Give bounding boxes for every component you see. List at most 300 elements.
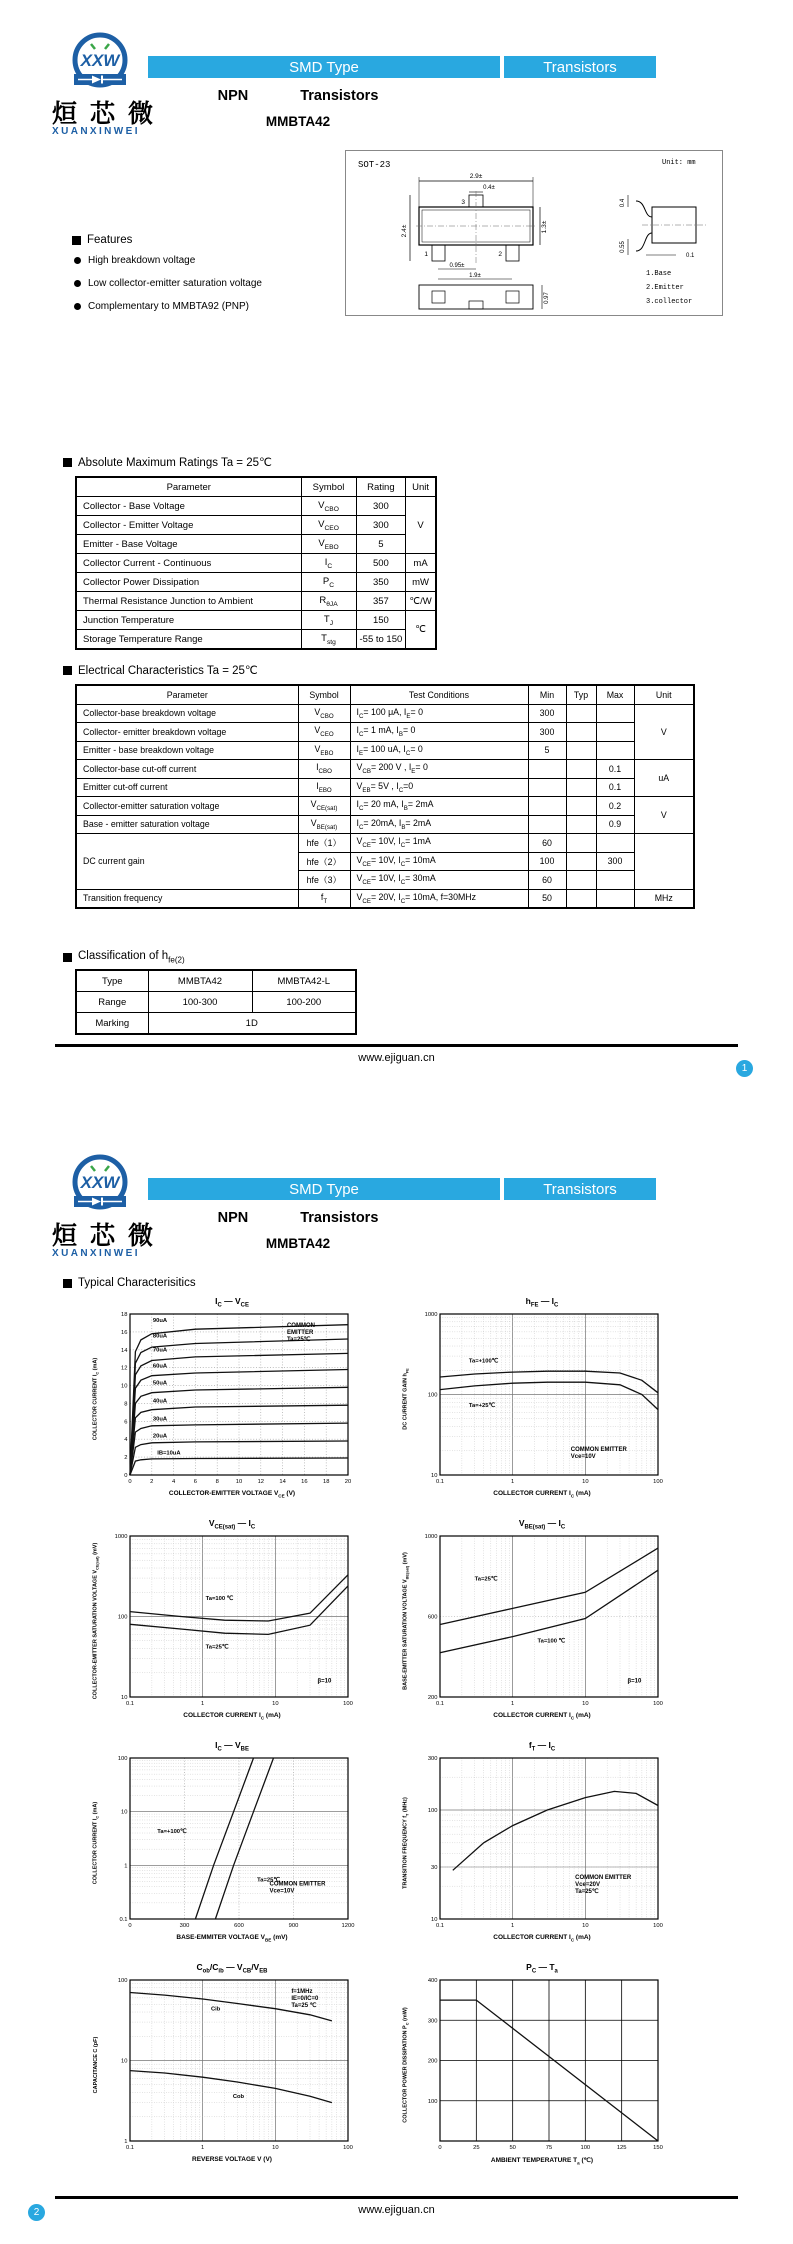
pin2-label: 2.Emitter — [646, 284, 684, 292]
part-number: MMBTA42 — [265, 114, 331, 129]
table-cell: MMBTA42-L — [252, 970, 356, 992]
pin3-label: 3.collector — [646, 298, 693, 306]
svg-text:200: 200 — [427, 1695, 438, 1701]
table-row — [76, 516, 436, 535]
svg-text:75: 75 — [545, 2145, 553, 2151]
chart-title: $P_C$ — $T_a$ — [526, 1962, 558, 1975]
table-row — [76, 760, 694, 779]
table-cell: $V_{EB}= 5V$ , $I_C=0$ — [350, 778, 528, 797]
table-row — [76, 815, 694, 834]
svg-text:100: 100 — [117, 1978, 128, 1984]
chart-title: $h_{FE}$ — $I_C$ — [525, 1296, 559, 1309]
footer-rule — [55, 1044, 738, 1047]
series-label: Cob — [232, 2094, 245, 2101]
table-cell: $V_{EBO}$ — [298, 741, 350, 760]
part-number: MMBTA42 — [265, 1236, 331, 1251]
transistors-label: Transistors — [300, 88, 379, 104]
page-number-badge: 1 — [736, 1060, 753, 1077]
abs-max-heading: Absolute Maximum Ratings Ta = 25℃ — [63, 455, 272, 469]
table-cell: 0.9 — [596, 815, 634, 834]
chart-title: $V_{BE(sat)}$ — $I_C$ — [518, 1518, 566, 1531]
table-cell: hfe（3） — [298, 871, 350, 890]
table-cell — [596, 704, 634, 723]
chart-series — [130, 1586, 348, 1635]
chart-y-axis-label: DC CURRENT GAIN $h_{FE}$ — [402, 1368, 410, 1430]
series-label: IB=10uA — [157, 1450, 181, 1457]
svg-text:2: 2 — [498, 251, 502, 258]
svg-text:100: 100 — [343, 1701, 353, 1707]
page-number-badge: 2 — [28, 2204, 45, 2221]
table-row — [76, 992, 356, 1013]
svg-text:600: 600 — [234, 1923, 244, 1929]
chart-title: $I_C$ — $V_{CE}$ — [215, 1296, 249, 1309]
square-bullet-icon — [63, 1279, 72, 1288]
transistors-banner: Transistors — [504, 1178, 656, 1200]
table-cell — [566, 834, 596, 853]
table-cell: $V_{CB}= 200$ V , $I_E= 0$ — [350, 760, 528, 779]
svg-text:1: 1 — [201, 1701, 205, 1707]
table-cell: ℃/W — [406, 592, 436, 611]
company-name-cn: 烜芯微 — [52, 100, 167, 128]
table-cell — [566, 852, 596, 871]
table-cell: hfe（2） — [298, 852, 350, 871]
table-cell — [566, 741, 596, 760]
table-cell — [596, 741, 634, 760]
table-cell: $V_{CBO}$ — [298, 704, 350, 723]
square-bullet-icon — [63, 953, 72, 962]
chart-plot — [104, 1531, 356, 1711]
typical-characteristics-heading: Typical Characterisitics — [63, 1277, 196, 1289]
svg-text:6: 6 — [124, 1419, 128, 1426]
svg-text:1: 1 — [511, 1479, 515, 1485]
square-bullet-icon — [72, 236, 81, 245]
chart-plot — [414, 1753, 666, 1933]
table-cell: $V_{CE}= 10V$, $I_C= 30mA$ — [350, 871, 528, 890]
table-cell: $I_C= 1$ mA, $I_B= 0$ — [350, 723, 528, 742]
chart-ft-ic — [398, 1740, 670, 1960]
series-label: 70uA — [152, 1347, 168, 1354]
svg-text:10: 10 — [272, 1701, 279, 1707]
chart-vcesat-ic — [88, 1518, 360, 1738]
svg-text:3: 3 — [461, 199, 465, 206]
svg-text:25: 25 — [473, 2145, 480, 2151]
chart-plot — [414, 1531, 666, 1711]
svg-text:1: 1 — [201, 2145, 205, 2151]
table-row — [76, 704, 694, 723]
series-label: Ta=25℃ — [205, 1644, 229, 1651]
table-cell: hfe（1） — [298, 834, 350, 853]
svg-text:2.4±: 2.4± — [401, 224, 408, 238]
chart-annotation: COMMON EMITTER Vce=10V — [570, 1447, 627, 1461]
column-header: Symbol — [301, 477, 356, 497]
classification-table — [75, 969, 357, 1035]
square-bullet-icon — [63, 666, 72, 675]
chart-y-axis-label: COLLECTOR CURRENT $I_C$ (mA) — [92, 1357, 100, 1441]
table-cell: 100-300 — [148, 992, 252, 1013]
column-header: Max — [596, 685, 634, 704]
company-logo — [50, 30, 150, 99]
series-label: Cib — [210, 2006, 221, 2013]
table-cell: Collector-base breakdown voltage — [76, 704, 298, 723]
svg-text:100: 100 — [117, 1614, 128, 1621]
svg-text:10: 10 — [431, 1473, 438, 1479]
chart-annotation: β=10 — [627, 1678, 642, 1685]
svg-text:900: 900 — [288, 1923, 299, 1929]
table-cell: Collector - Base Voltage — [76, 497, 301, 516]
svg-text:1.3±: 1.3± — [541, 220, 548, 234]
svg-text:1.9±: 1.9± — [469, 273, 481, 279]
table-cell: Collector- emitter breakdown voltage — [76, 723, 298, 742]
table-cell: 50 — [528, 889, 566, 908]
feature-item: Low collector-emitter saturation voltage — [74, 278, 262, 289]
table-cell — [596, 871, 634, 890]
svg-text:1000: 1000 — [114, 1534, 128, 1540]
table-cell: Collector Power Dissipation — [76, 573, 301, 592]
table-cell: MMBTA42 — [148, 970, 252, 992]
table-cell: Range — [76, 992, 148, 1013]
table-cell: Emitter - Base Voltage — [76, 535, 301, 554]
chart-series — [130, 2071, 332, 2103]
feature-item: Complementary to MMBTA92 (PNP) — [74, 301, 262, 312]
table-cell — [566, 778, 596, 797]
table-cell: $V_{BE(sat)}$ — [298, 815, 350, 834]
series-label: 40uA — [152, 1398, 168, 1405]
table-cell — [596, 723, 634, 742]
chart-series — [440, 1548, 658, 1624]
table-cell — [528, 797, 566, 816]
bullet-icon — [74, 280, 81, 287]
series-label: 80uA — [152, 1333, 168, 1340]
table-cell: Emitter - base breakdown voltage — [76, 741, 298, 760]
device-type-heading — [148, 1210, 448, 1226]
svg-text:2: 2 — [150, 1479, 154, 1485]
svg-text:10: 10 — [582, 1701, 589, 1707]
chart-plot — [414, 1975, 666, 2155]
svg-text:0.1: 0.1 — [686, 253, 695, 259]
chart-annotation: COMMON EMITTER Vce=10V — [269, 1881, 326, 1895]
table-cell: ℃ — [406, 611, 436, 650]
chart-annotation: COMMON EMITTER Vce=20V Ta=25℃ — [575, 1874, 632, 1895]
chart-annotation: COMMON EMITTER Ta=25℃ — [286, 1323, 315, 1344]
chart-plot — [104, 1753, 356, 1933]
table-cell: $V_{CEO}$ — [301, 516, 356, 535]
device-type-heading — [148, 88, 448, 104]
logo-text: XXW — [80, 1173, 120, 1192]
table-cell — [528, 778, 566, 797]
chart-series — [453, 1791, 658, 1870]
table-cell: DC current gain — [76, 834, 298, 890]
table-cell: $V_{CEO}$ — [298, 723, 350, 742]
elec-heading: Electrical Characteristics Ta = 25℃ — [63, 663, 258, 677]
svg-text:8: 8 — [215, 1479, 219, 1485]
table-row — [76, 834, 694, 853]
svg-text:100: 100 — [653, 1479, 663, 1485]
table-cell: $I_C= 20$ mA, $I_B= 2mA$ — [350, 797, 528, 816]
features-section — [72, 234, 262, 324]
chart-series — [130, 1575, 348, 1621]
table-cell: 0.1 — [596, 760, 634, 779]
table-row — [76, 630, 436, 650]
column-header: Typ — [566, 685, 596, 704]
series-label: 60uA — [152, 1363, 168, 1370]
svg-text:100: 100 — [653, 1701, 663, 1707]
table-cell: Collector Current - Continuous — [76, 554, 301, 573]
svg-text:4: 4 — [171, 1479, 176, 1485]
column-header: Rating — [356, 477, 406, 497]
table-cell: Type — [76, 970, 148, 992]
chart-x-axis-label: BASE-EMMITER VOLTAGE $V_{BE}$ (mV) — [176, 1934, 288, 1943]
svg-text:0.1: 0.1 — [435, 1479, 445, 1485]
table-cell — [528, 815, 566, 834]
table-cell: MHz — [634, 889, 694, 908]
svg-text:0.1: 0.1 — [435, 1701, 445, 1707]
svg-text:150: 150 — [653, 2145, 663, 2151]
svg-text:300: 300 — [179, 1923, 190, 1929]
chart-c-v — [88, 1962, 360, 2182]
svg-text:10: 10 — [431, 1917, 438, 1923]
npn-label: NPN — [217, 1210, 249, 1226]
svg-text:125: 125 — [616, 2145, 627, 2151]
svg-text:1: 1 — [124, 2139, 128, 2145]
svg-text:1: 1 — [511, 1923, 515, 1929]
column-header: Parameter — [76, 685, 298, 704]
table-cell: Emitter cut-off current — [76, 778, 298, 797]
table-cell: $I_E= 100$ uA, $I_C= 0$ — [350, 741, 528, 760]
chart-title: $I_C$ — $V_{BE}$ — [215, 1740, 249, 1753]
company-name-en: XUANXINWEI — [52, 1248, 140, 1259]
table-cell: $f_T$ — [298, 889, 350, 908]
svg-text:400: 400 — [427, 1978, 438, 1984]
table-cell: 60 — [528, 871, 566, 890]
chart-title: $C_{ob}/C_{ib}$ — $V_{CB}/V_{EB}$ — [196, 1962, 268, 1975]
table-cell: Storage Temperature Range — [76, 630, 301, 650]
chart-ic-vbe — [88, 1740, 360, 1960]
svg-text:100: 100 — [427, 1808, 438, 1815]
svg-text:0.97: 0.97 — [544, 292, 550, 304]
table-row — [76, 554, 436, 573]
series-label: 30uA — [152, 1416, 168, 1423]
table-cell: $T_J$ — [301, 611, 356, 630]
table-cell: 100-200 — [252, 992, 356, 1013]
table-cell — [566, 723, 596, 742]
svg-text:12: 12 — [121, 1365, 128, 1372]
table-cell: Marking — [76, 1013, 148, 1035]
svg-text:200: 200 — [427, 2058, 438, 2065]
svg-text:100: 100 — [427, 2098, 438, 2105]
package-unit: Unit: mm — [662, 159, 696, 167]
chart-vbesat-ic — [398, 1518, 670, 1738]
svg-text:10: 10 — [582, 1479, 589, 1485]
chart-annotation: f=1MHz IE=0/IC=0 Ta=25 ℃ — [291, 1989, 319, 2010]
svg-text:100: 100 — [580, 2145, 591, 2151]
table-cell: 300 — [528, 723, 566, 742]
svg-text:0: 0 — [128, 1479, 132, 1485]
series-label: 20uA — [152, 1433, 168, 1440]
svg-text:0: 0 — [438, 2145, 442, 2151]
chart-x-axis-label: AMBIENT TEMPERATURE $T_a$ (℃) — [490, 2157, 594, 2166]
chart-title: $f_T$ — $I_C$ — [528, 1740, 556, 1753]
svg-text:10: 10 — [582, 1923, 589, 1929]
table-cell — [566, 815, 596, 834]
table-cell: $I_C= 100$ μA, $I_E= 0$ — [350, 704, 528, 723]
chart-ic-vce — [88, 1296, 360, 1516]
svg-text:10: 10 — [121, 1383, 128, 1390]
table-cell: $V_{CE}= 20V$, $I_C= 10mA$, f=30MHz — [350, 889, 528, 908]
table-row — [76, 497, 436, 516]
svg-text:1000: 1000 — [424, 1534, 438, 1540]
table-cell: 5 — [528, 741, 566, 760]
smd-type-banner: SMD Type — [148, 1178, 500, 1200]
svg-text:0.55: 0.55 — [620, 241, 626, 253]
logo-text: XXW — [80, 51, 120, 70]
table-cell: Collector-base cut-off current — [76, 760, 298, 779]
chart-y-axis-label: CAPACITANCE C (pF) — [93, 2036, 99, 2094]
chart-plot — [104, 1309, 356, 1489]
classification-heading: Classification of $h_{fe(2)}$ — [63, 950, 185, 964]
table-cell: Junction Temperature — [76, 611, 301, 630]
table-row — [76, 535, 436, 554]
elec-table — [75, 684, 695, 909]
series-label: Ta=100 ℃ — [537, 1638, 566, 1645]
chart-y-axis-label: COLLECTOR-EMITTER SATURATION VOLTAGE $V_{CE(sat)}$ (mV) — [92, 1542, 100, 1700]
table-cell — [566, 871, 596, 890]
svg-text:100: 100 — [427, 1392, 438, 1399]
company-logo — [50, 1152, 150, 1221]
svg-text:0: 0 — [128, 1923, 132, 1929]
chart-x-axis-label: COLLECTOR CURRENT $I_C$ (mA) — [493, 1490, 591, 1499]
feature-item: High breakdown voltage — [74, 255, 262, 266]
chart-y-axis-label: BASE-EMITTER SATURATION VOLTAGE $V_{BE(sat)}$ (mV) — [402, 1552, 410, 1690]
svg-text:12: 12 — [257, 1479, 265, 1485]
table-cell: V — [634, 797, 694, 834]
table-row — [76, 573, 436, 592]
table-cell: 300 — [528, 704, 566, 723]
table-cell: 1D — [148, 1013, 356, 1035]
svg-text:1200: 1200 — [341, 1923, 355, 1929]
table-cell: $V_{EBO}$ — [301, 535, 356, 554]
svg-text:2.9±: 2.9± — [469, 173, 483, 180]
chart-plot — [414, 1309, 666, 1489]
square-bullet-icon — [63, 458, 72, 467]
company-name-cn: 烜芯微 — [52, 1222, 167, 1250]
svg-text:100: 100 — [117, 1756, 128, 1762]
chart-title: $V_{CE(sat)}$ — $I_C$ — [208, 1518, 256, 1531]
table-row — [76, 797, 694, 816]
table-cell: $I_C$ — [301, 554, 356, 573]
table-cell — [566, 760, 596, 779]
chart-x-axis-label: COLLECTOR CURRENT $I_C$ (mA) — [493, 1934, 591, 1943]
chart-y-axis-label: TRANSITION FREQUENCY $f_T$ (MHz) — [402, 1797, 410, 1889]
svg-text:50: 50 — [509, 2145, 516, 2151]
package-outline-box — [345, 150, 723, 316]
series-label: 90uA — [152, 1318, 168, 1325]
package-drawing — [346, 151, 720, 313]
table-cell: mW — [406, 573, 436, 592]
npn-label: NPN — [217, 88, 249, 104]
table-cell: 350 — [356, 573, 406, 592]
table-cell: uA — [634, 760, 694, 797]
chart-x-axis-label: COLLECTOR-EMITTER VOLTAGE $V_{CE}$ (V) — [168, 1490, 296, 1499]
svg-text:16: 16 — [121, 1329, 128, 1336]
table-row — [76, 723, 694, 742]
table-cell: V — [634, 704, 694, 760]
table-row — [76, 611, 436, 630]
chart-plot — [104, 1975, 356, 2155]
svg-text:6: 6 — [193, 1479, 198, 1485]
table-header-row — [76, 477, 436, 497]
table-header-row — [76, 685, 694, 704]
table-row — [76, 741, 694, 760]
table-cell: $I_C= 20mA$, $I_B= 2mA$ — [350, 815, 528, 834]
svg-text:1000: 1000 — [424, 1312, 438, 1318]
footer-url: www.ejiguan.cn — [358, 1052, 435, 1064]
table-cell — [566, 704, 596, 723]
table-cell: 60 — [528, 834, 566, 853]
svg-text:0.4: 0.4 — [620, 198, 626, 208]
table-cell: $V_{CE}= 10V$, $I_C= 10mA$ — [350, 852, 528, 871]
svg-text:0.4±: 0.4± — [483, 185, 495, 191]
column-header: Min — [528, 685, 566, 704]
table-cell — [634, 834, 694, 890]
svg-text:100: 100 — [343, 2145, 353, 2151]
svg-text:18: 18 — [322, 1479, 330, 1485]
series-label: Ta=25℃ — [257, 1877, 280, 1884]
svg-text:18: 18 — [121, 1312, 128, 1318]
table-cell: 0.2 — [596, 797, 634, 816]
svg-text:300: 300 — [427, 1756, 438, 1762]
transistors-label: Transistors — [300, 1210, 379, 1226]
chart-annotation: β=10 — [317, 1678, 332, 1685]
svg-text:0.1: 0.1 — [119, 1917, 128, 1923]
svg-text:20: 20 — [344, 1479, 352, 1485]
svg-text:4: 4 — [124, 1437, 128, 1444]
table-cell: 300 — [596, 852, 634, 871]
svg-text:14: 14 — [279, 1479, 286, 1485]
table-cell: 300 — [356, 516, 406, 535]
table-cell: 500 — [356, 554, 406, 573]
table-cell: V — [406, 497, 436, 554]
table-cell — [528, 760, 566, 779]
table-cell: 300 — [356, 497, 406, 516]
table-row — [76, 592, 436, 611]
transistors-banner: Transistors — [504, 56, 656, 78]
table-cell: 100 — [528, 852, 566, 871]
chart-hfe-ic — [398, 1296, 670, 1516]
series-label: Ta=+100℃ — [157, 1829, 187, 1836]
table-cell: Transition frequency — [76, 889, 298, 908]
table-cell: -55 to 150 — [356, 630, 406, 650]
bullet-icon — [74, 303, 81, 310]
table-cell: 0.1 — [596, 778, 634, 797]
svg-text:10: 10 — [121, 1809, 128, 1816]
chart-series — [195, 1758, 253, 1919]
table-cell: $V_{CBO}$ — [301, 497, 356, 516]
svg-text:0: 0 — [124, 1473, 128, 1479]
table-cell: 5 — [356, 535, 406, 554]
table-cell — [566, 889, 596, 908]
table-cell: 357 — [356, 592, 406, 611]
svg-text:0.1: 0.1 — [125, 2145, 135, 2151]
table-row — [76, 970, 356, 992]
series-label: Ta=100 ℃ — [205, 1596, 234, 1603]
column-header: Symbol — [298, 685, 350, 704]
svg-text:10: 10 — [235, 1479, 243, 1485]
column-header: Parameter — [76, 477, 301, 497]
footer-rule — [55, 2196, 738, 2199]
table-cell — [596, 834, 634, 853]
company-name-en: XUANXINWEI — [52, 126, 140, 137]
table-row — [76, 778, 694, 797]
